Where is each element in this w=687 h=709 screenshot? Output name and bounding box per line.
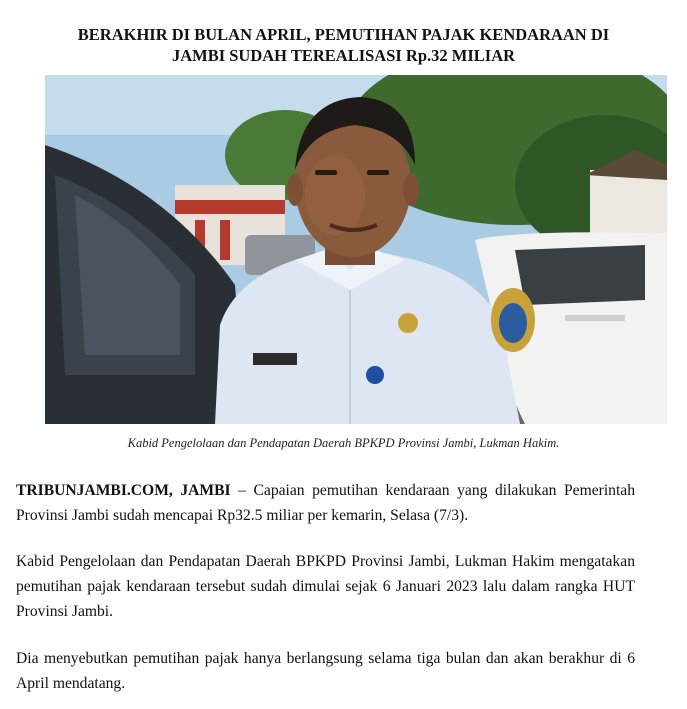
portrait-photo	[45, 75, 667, 424]
article-paragraph: Kabid Pengelolaan dan Pendapatan Daerah BPKPD Provinsi Jambi, Lukman Hakim mengatakan pemutihan pajak kendaraan tersebut sudah dimulai sejak 6 Januari 2023 lalu dalam rangka HUT Provinsi Jambi.	[16, 553, 635, 620]
article-title-line2: JAMBI SUDAH TEREALISASI Rp.32 MILIAR	[171, 46, 516, 65]
paragraph-text: – Capaian pemutihan kendaraan yang dilakukan Pemerintah Provinsi Jambi sudah mencapai Rp32.5 miliar per kemarin, Selasa (7/3).	[16, 482, 636, 524]
article-photo	[45, 75, 667, 424]
photo-caption: Kabid Pengelolaan dan Pendapatan Daerah BPKPD Provinsi Jambi, Lukman Hakim.	[127, 436, 560, 450]
article-paragraph: Dia menyebutkan pemutihan pajak hanya berlangsung selama tiga bulan dan akan berakhur di 6 April mendatang.	[16, 650, 635, 692]
article-paragraph	[16, 478, 635, 528]
article-title	[40, 24, 647, 66]
article-dateline: TRIBUNJAMBI.COM, JAMBI	[16, 482, 231, 499]
article-title-line1: BERAKHIR DI BULAN APRIL, PEMUTIHAN PAJAK KENDARAAN DI	[77, 25, 610, 44]
